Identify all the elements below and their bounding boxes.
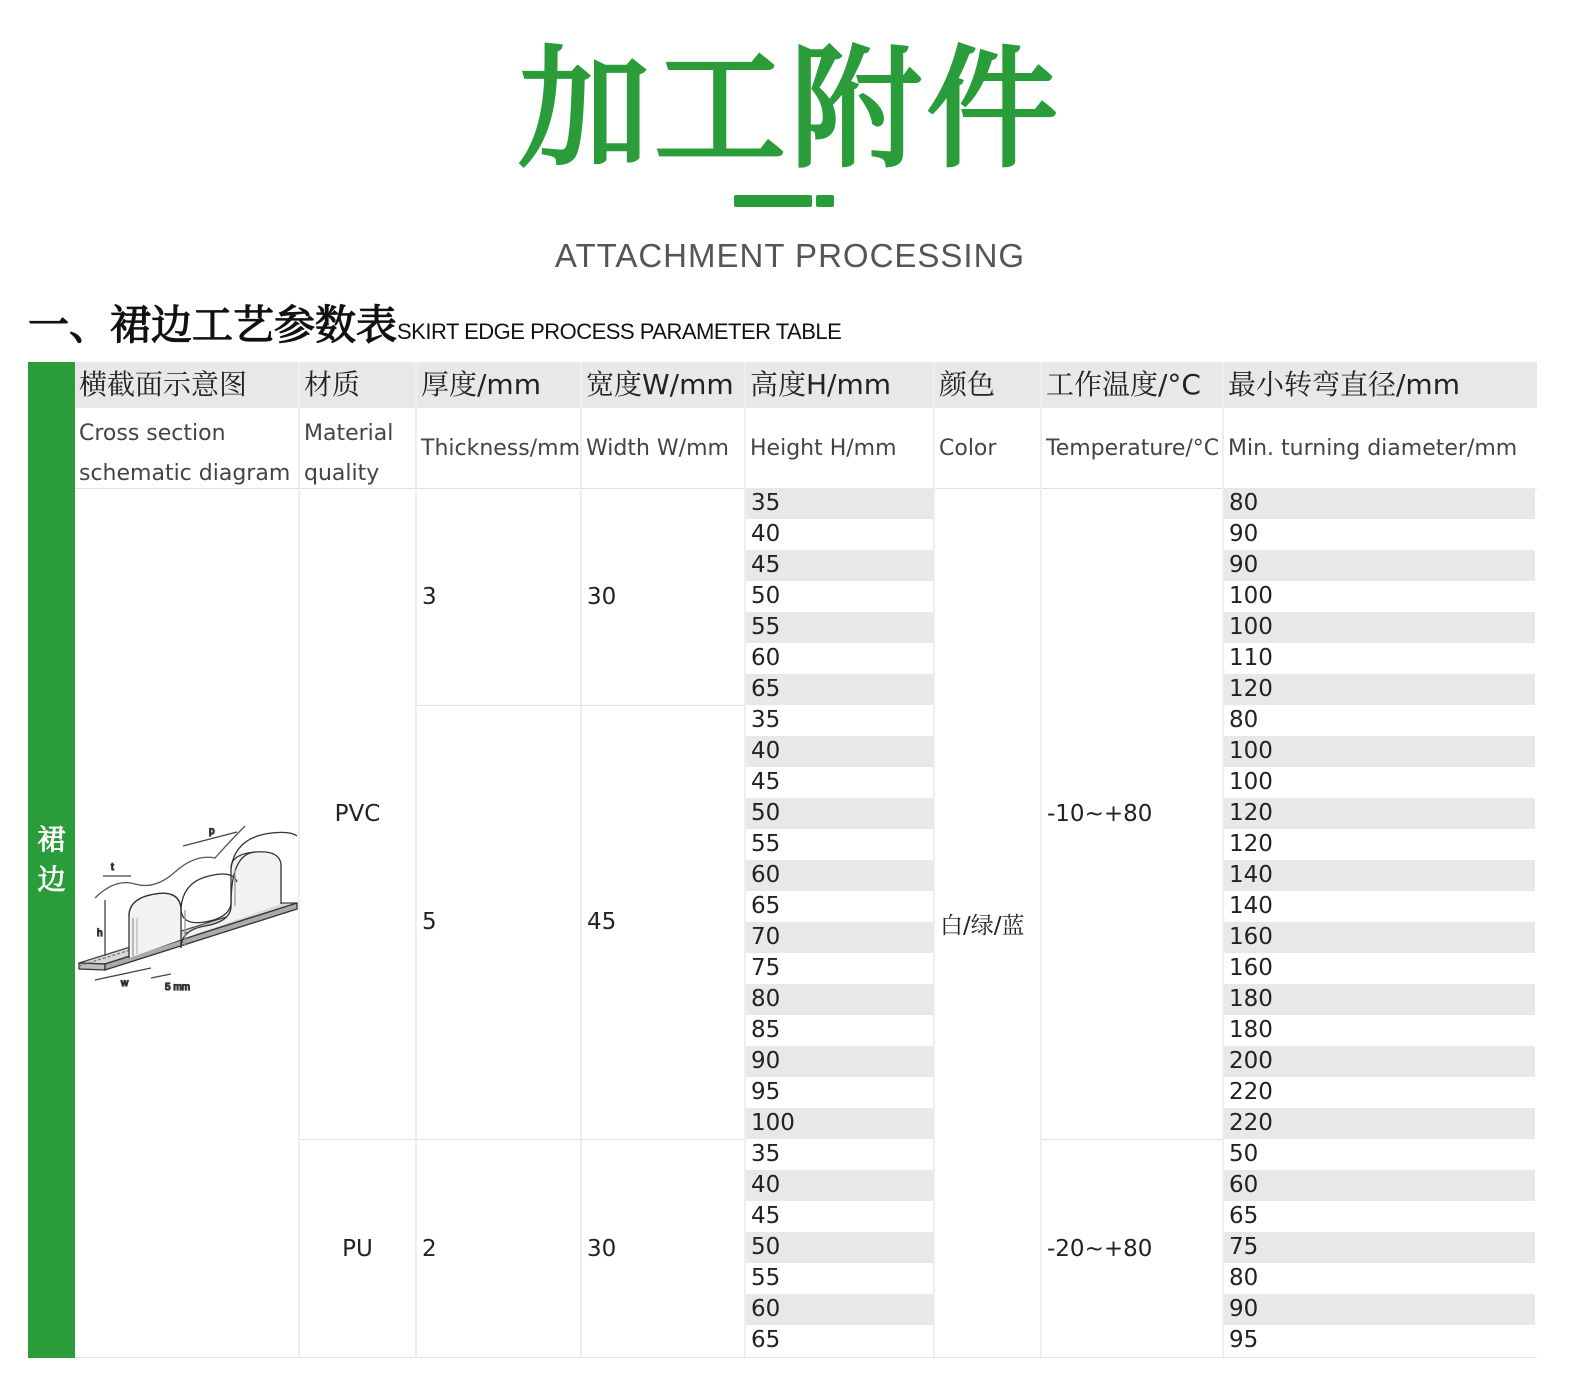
height-value: 85 xyxy=(751,1017,781,1043)
turning-diameter-value: 95 xyxy=(1229,1327,1259,1353)
height-value: 45 xyxy=(746,550,933,581)
height-value: 35 xyxy=(751,707,781,733)
height-value: 40 xyxy=(746,1170,933,1201)
height-value: 75 xyxy=(751,955,781,981)
turning-diameter-value: 100 xyxy=(1229,769,1273,795)
header-diagram-zh: 横截面示意图 xyxy=(75,362,298,408)
turning-diameter-value: 80 xyxy=(1229,1265,1259,1291)
height-value: 60 xyxy=(746,860,933,891)
header-thickness-en: Thickness/mm xyxy=(421,435,580,461)
header-width-zh: 宽度W/mm xyxy=(582,362,744,408)
turning-diameter-value: 220 xyxy=(1224,1108,1535,1139)
color-cell: 白/绿/蓝 xyxy=(940,912,1025,939)
side-label-text: 裙边 xyxy=(37,823,66,896)
height-value: 60 xyxy=(746,1294,933,1325)
header-material-zh: 材质 xyxy=(300,362,415,408)
turning-diameter-value: 140 xyxy=(1224,860,1535,891)
diagram-label-h: h xyxy=(97,928,103,939)
height-value: 45 xyxy=(751,1203,781,1229)
diagram-label-mm: 5 mm xyxy=(165,982,190,993)
temperature-cell: -20~+80 xyxy=(1047,1235,1153,1262)
turning-diameter-value: 140 xyxy=(1229,893,1273,919)
header-material-en: Material quality xyxy=(304,421,394,486)
header-height-zh: 高度H/mm xyxy=(746,362,933,408)
turning-diameter-value: 160 xyxy=(1229,955,1273,981)
header-temperature-en: Temperature/°C xyxy=(1046,435,1220,461)
title-divider-dot xyxy=(816,195,834,207)
width-cell: 45 xyxy=(587,909,617,935)
turning-diameter-value: 80 xyxy=(1229,707,1259,733)
diagram-label-w: w xyxy=(121,978,129,989)
turning-diameter-value: 65 xyxy=(1229,1203,1259,1229)
width-cell: 30 xyxy=(587,583,617,610)
height-value: 60 xyxy=(751,645,781,671)
header-color-en: Color xyxy=(939,435,997,461)
header-turning-en: Min. turning diameter/mm xyxy=(1228,435,1518,461)
turning-diameter-value: 80 xyxy=(1224,488,1535,519)
height-value: 50 xyxy=(746,1232,933,1263)
turning-diameter-value: 75 xyxy=(1224,1232,1535,1263)
height-value: 35 xyxy=(746,488,933,519)
section-heading-zh: 一、裙边工艺参数表 xyxy=(28,301,397,349)
turning-diameter-value: 90 xyxy=(1229,521,1259,547)
diagram-label-p: p xyxy=(209,826,215,837)
turning-diameter-value: 180 xyxy=(1229,1017,1273,1043)
page-title: 加工附件 xyxy=(518,33,1062,187)
height-value: 35 xyxy=(751,1141,781,1167)
section-heading-en: SKIRT EDGE PROCESS PARAMETER TABLE xyxy=(397,319,842,344)
thickness-cell: 3 xyxy=(422,583,437,610)
turning-diameter-value: 90 xyxy=(1224,1294,1535,1325)
skirt-cross-section-image xyxy=(75,488,298,1358)
turning-diameter-value: 100 xyxy=(1229,583,1273,609)
material-cell-pvc: PVC xyxy=(334,800,381,827)
height-value: 40 xyxy=(751,521,781,547)
height-value: 70 xyxy=(746,922,933,953)
height-value: 100 xyxy=(746,1108,933,1139)
height-value: 95 xyxy=(751,1079,781,1105)
material-cell-pu: PU xyxy=(342,1235,373,1262)
height-value: 65 xyxy=(751,1327,781,1353)
header-diagram-en: Cross section schematic diagram xyxy=(79,421,291,486)
height-value: 55 xyxy=(751,831,781,857)
turning-diameter-value: 120 xyxy=(1224,674,1535,705)
cross-section-diagram xyxy=(75,488,298,1358)
page-subtitle: ATTACHMENT PROCESSING xyxy=(554,237,1026,274)
diagram-label-t: t xyxy=(111,862,114,873)
turning-diameter-value: 50 xyxy=(1229,1141,1259,1167)
title-divider xyxy=(734,195,812,207)
height-value: 55 xyxy=(746,612,933,643)
header-temperature-zh: 工作温度/°C xyxy=(1042,362,1222,408)
section-heading xyxy=(28,292,841,351)
height-value: 80 xyxy=(746,984,933,1015)
turning-diameter-value: 200 xyxy=(1224,1046,1535,1077)
height-value: 40 xyxy=(746,736,933,767)
thickness-cell: 5 xyxy=(422,909,437,935)
temperature-cell: -10~+80 xyxy=(1047,800,1153,827)
turning-diameter-value: 100 xyxy=(1224,612,1535,643)
turning-diameter-value: 90 xyxy=(1224,550,1535,581)
turning-diameter-value: 100 xyxy=(1224,736,1535,767)
thickness-cell: 2 xyxy=(422,1235,437,1262)
height-value: 45 xyxy=(751,769,781,795)
width-cell: 30 xyxy=(587,1235,617,1262)
height-value: 65 xyxy=(751,893,781,919)
parameter-table xyxy=(28,362,1537,1358)
header-width-en: Width W/mm xyxy=(586,435,729,461)
header-height-en: Height H/mm xyxy=(750,435,897,461)
height-value: 55 xyxy=(751,1265,781,1291)
height-value: 50 xyxy=(751,583,781,609)
turning-diameter-value: 160 xyxy=(1224,922,1535,953)
turning-diameter-value: 220 xyxy=(1229,1079,1273,1105)
height-value: 90 xyxy=(746,1046,933,1077)
height-value: 65 xyxy=(746,674,933,705)
table-side-label xyxy=(28,820,75,900)
height-value: 50 xyxy=(746,798,933,829)
header-thickness-zh: 厚度/mm xyxy=(417,362,580,408)
header-color-zh: 颜色 xyxy=(935,362,1040,408)
turning-diameter-value: 60 xyxy=(1224,1170,1535,1201)
turning-diameter-value: 110 xyxy=(1229,645,1273,671)
turning-diameter-value: 180 xyxy=(1224,984,1535,1015)
turning-diameter-value: 120 xyxy=(1224,798,1535,829)
header-turning-zh: 最小转弯直径/mm xyxy=(1224,362,1537,408)
turning-diameter-value: 120 xyxy=(1229,831,1273,857)
